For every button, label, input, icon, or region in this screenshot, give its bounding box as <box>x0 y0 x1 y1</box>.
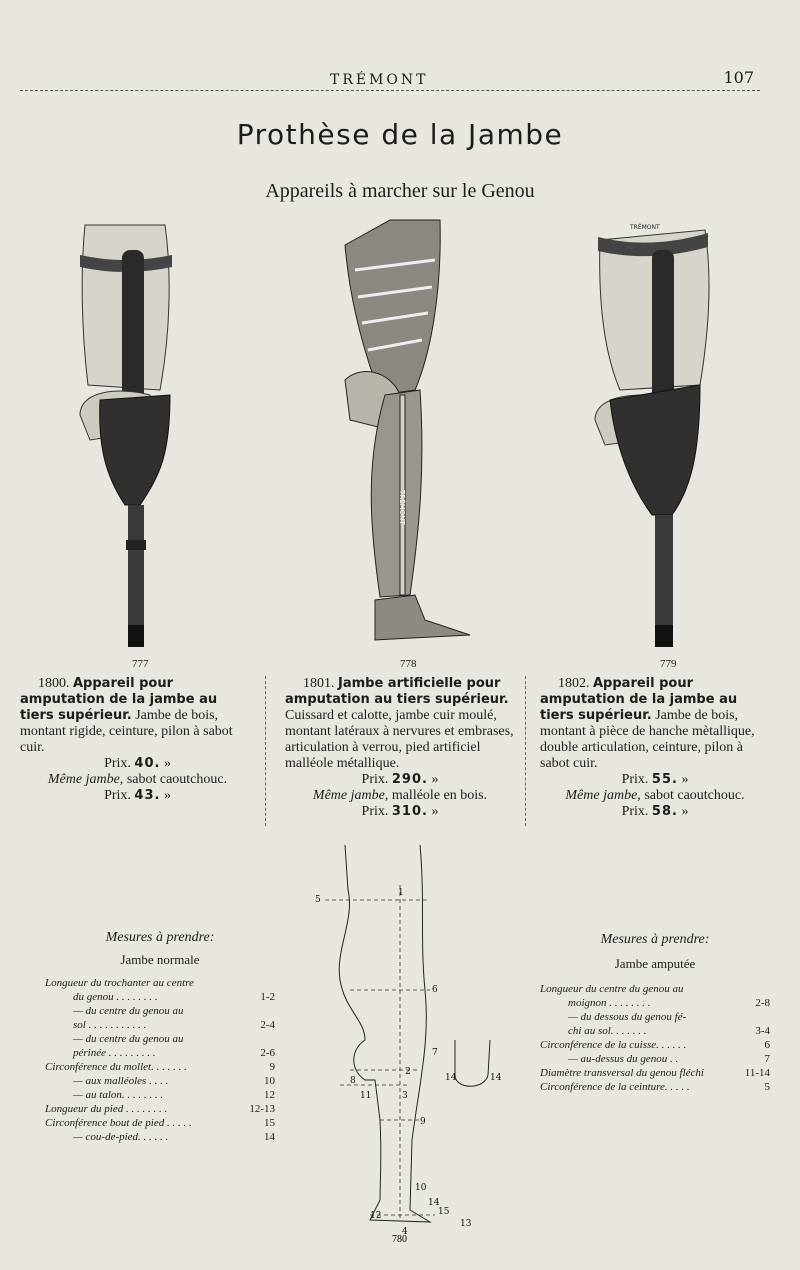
column-divider <box>525 676 526 826</box>
measure-row <box>540 1052 770 1066</box>
measure-row <box>45 990 275 1004</box>
measure-value <box>742 982 770 996</box>
measure-value: 2-6 <box>260 1047 275 1059</box>
measure-row <box>45 1060 275 1074</box>
diagram-label: 9 <box>420 1117 426 1127</box>
running-title: TRÉMONT <box>330 72 429 88</box>
item-1800-variant-price: 43. <box>134 788 161 803</box>
figure-777-illustration <box>60 215 200 655</box>
measures-amputated <box>540 932 770 1094</box>
measure-label: sol . . . . . . . . . . . <box>73 1019 147 1031</box>
figure-779-engraving: TRÉMONT <box>630 224 660 231</box>
measure-label: du genou . . . . . . . . <box>73 991 158 1003</box>
measure-row <box>540 1010 770 1024</box>
item-1801-variant-price: 310. <box>391 804 428 819</box>
item-1800-variant-price-line: Prix. 43. » <box>104 788 171 803</box>
measure-value: 3-4 <box>755 1025 770 1037</box>
measure-row <box>45 1088 275 1102</box>
figure-777-number: 777 <box>132 658 149 670</box>
diagram-label: 6 <box>432 985 438 995</box>
page-title: Prothèse de la Jambe <box>236 118 564 151</box>
measure-row <box>540 1066 770 1080</box>
diagram-label: 3 <box>402 1091 408 1101</box>
measure-label: — du dessous du genou fé- <box>568 1011 687 1023</box>
item-1802-variant-price: 58. <box>651 804 678 819</box>
item-1801 <box>285 676 515 820</box>
measure-value <box>742 1010 770 1024</box>
measure-label: — au talon. . . . . . . . <box>73 1089 164 1101</box>
measure-label: Longueur du centre du genou au <box>540 983 684 995</box>
measure-label: Circonférence bout de pied . . . . . <box>45 1117 192 1129</box>
measure-row <box>540 996 770 1010</box>
measure-row <box>45 1004 275 1018</box>
page-subtitle: Appareils à marcher sur le Genou <box>265 180 535 202</box>
item-1802 <box>540 676 770 820</box>
measures-amputated-heading: Mesures à prendre: <box>600 932 710 947</box>
figure-778-illustration <box>330 205 510 655</box>
measure-label: Longueur du trochanter au centre <box>45 977 194 989</box>
running-head <box>0 68 800 98</box>
figure-779-number: 779 <box>660 658 677 670</box>
measure-value <box>247 1032 275 1046</box>
item-1802-variant: Même jambe, sabot caoutchouc. <box>565 788 745 803</box>
item-1801-price: 290. <box>391 772 428 787</box>
measure-value: 12 <box>264 1089 275 1101</box>
measure-label: — du centre du genou au <box>73 1033 184 1045</box>
measure-value <box>247 976 275 990</box>
measure-value: 2-8 <box>755 997 770 1009</box>
measures-normal <box>45 930 275 1144</box>
measure-label: Circonférence du mollet. . . . . . . <box>45 1061 187 1073</box>
measure-row <box>45 1102 275 1116</box>
measures-normal-heading: Mesures à prendre: <box>105 930 215 945</box>
item-1800-ref: 1800. <box>38 676 70 691</box>
measure-value <box>247 1004 275 1018</box>
header-rule <box>20 90 760 91</box>
item-1801-ref: 1801. <box>303 676 335 691</box>
measure-row <box>540 1038 770 1052</box>
diagram-label: 8 <box>350 1076 356 1086</box>
measure-value: 1-2 <box>260 991 275 1003</box>
measure-value: 12-13 <box>249 1103 275 1115</box>
diagram-label: 14 <box>445 1073 457 1083</box>
measure-row <box>45 1018 275 1032</box>
measure-label: chi au sol. . . . . . . <box>568 1025 647 1037</box>
measure-row <box>45 1130 275 1144</box>
item-1802-name: Appareil pour amputation de la jambe au tiers supérieur. <box>540 676 738 723</box>
diagram-label: 5 <box>315 895 321 905</box>
item-1800-text <box>20 676 255 756</box>
diagram-label: 15 <box>438 1207 450 1217</box>
item-1800-desc: Jambe de bois, montant rigide, ceinture, pilon à sabot cuir. <box>20 708 233 755</box>
diagram-label: 1 <box>398 888 404 898</box>
measure-value: 14 <box>264 1131 275 1143</box>
measure-row <box>540 982 770 996</box>
measure-value: 5 <box>764 1081 770 1093</box>
diagram-label: 7 <box>432 1048 438 1058</box>
measure-label: — au-dessus du genou . . <box>568 1053 679 1065</box>
diagram-label: 11 <box>360 1091 372 1101</box>
figure-778-number: 778 <box>400 658 417 670</box>
measure-value: 15 <box>264 1117 275 1129</box>
diagram-label: 13 <box>460 1219 472 1229</box>
figure-780-number: 780 <box>392 1234 407 1245</box>
item-1801-variant: Même jambe, malléole en bois. <box>312 788 488 803</box>
measure-row <box>45 1046 275 1060</box>
item-1801-price-line: Prix. 290. » <box>361 772 439 787</box>
measure-row <box>45 1032 275 1046</box>
measure-row <box>45 976 275 990</box>
measure-value: 10 <box>264 1075 275 1087</box>
measure-label: — cou-de-pied. . . . . . <box>73 1131 169 1143</box>
column-divider <box>265 676 266 826</box>
measure-value: 7 <box>764 1053 770 1065</box>
measures-amputated-list <box>540 982 770 1094</box>
item-1801-desc: Cuissard et calotte, jambe cuir moulé, montant latéraux à nervures et embrases, articulation à verrou, pied artificiel malléole métallique. <box>285 708 514 771</box>
measure-label: Circonférence de la cuisse. . . . . . <box>540 1039 687 1051</box>
item-1801-text <box>285 676 515 772</box>
item-1802-price: 55. <box>651 772 678 787</box>
measures-normal-subheading: Jambe normale <box>120 952 200 967</box>
diagram-label: 14 <box>490 1073 502 1083</box>
measure-label: — aux malléoles . . . . <box>73 1075 169 1087</box>
item-1801-variant-price-line: Prix. 310. » <box>361 804 439 819</box>
figure-779-illustration <box>590 215 730 655</box>
measure-value: 2-4 <box>260 1019 275 1031</box>
diagram-label: 4 <box>402 1227 408 1237</box>
measure-value: 6 <box>764 1039 770 1051</box>
diagram-label: 14 <box>428 1198 440 1208</box>
measure-label: — du centre du genou au <box>73 1005 184 1017</box>
measure-label: Diamètre transversal du genou fléchi <box>540 1067 704 1079</box>
measure-value: 9 <box>269 1061 275 1073</box>
page-number: 107 <box>723 68 754 87</box>
measure-label: Longueur du pied . . . . . . . . <box>45 1103 168 1115</box>
item-1802-text <box>540 676 770 772</box>
item-1800-name: Appareil pour amputation de la jambe au tiers supérieur. <box>20 676 218 723</box>
measure-row <box>45 1074 275 1088</box>
item-1802-variant-price-line: Prix. 58. » <box>621 804 689 819</box>
item-1802-desc: Jambe de bois, montant à pièce de hanche mètallique, double articulation, ceinture, pilon à sabot cuir. <box>540 708 755 771</box>
diagram-label: 2 <box>405 1067 411 1077</box>
item-1800-price: 40. <box>134 756 161 771</box>
measure-label: Circonférence de la ceinture. . . . . <box>540 1081 690 1093</box>
measure-label: périnée . . . . . . . . . <box>73 1047 156 1059</box>
measure-row <box>540 1080 770 1094</box>
measures-amputated-subheading: Jambe amputée <box>614 956 696 971</box>
measure-row <box>45 1116 275 1130</box>
item-1800-price-line: Prix. 40. » <box>104 756 171 771</box>
item-1802-price-line: Prix. 55. » <box>621 772 689 787</box>
item-1802-ref: 1802. <box>558 676 590 691</box>
diagram-label: 12 <box>370 1211 382 1221</box>
item-1800-variant: Même jambe, sabot caoutchouc. <box>47 772 228 787</box>
measure-row <box>540 1024 770 1038</box>
item-1800 <box>20 676 255 804</box>
figure-780-diagram <box>310 840 520 1245</box>
diagram-label: 10 <box>415 1183 427 1193</box>
item-1801-name: Jambe artificielle pour amputation au tiers supérieur. <box>285 676 509 707</box>
figure-778-engraving: TRÉMONT <box>398 490 406 525</box>
measure-value: 11-14 <box>744 1067 770 1079</box>
measure-label: moignon . . . . . . . . <box>568 997 651 1009</box>
measures-normal-list <box>45 976 275 1144</box>
